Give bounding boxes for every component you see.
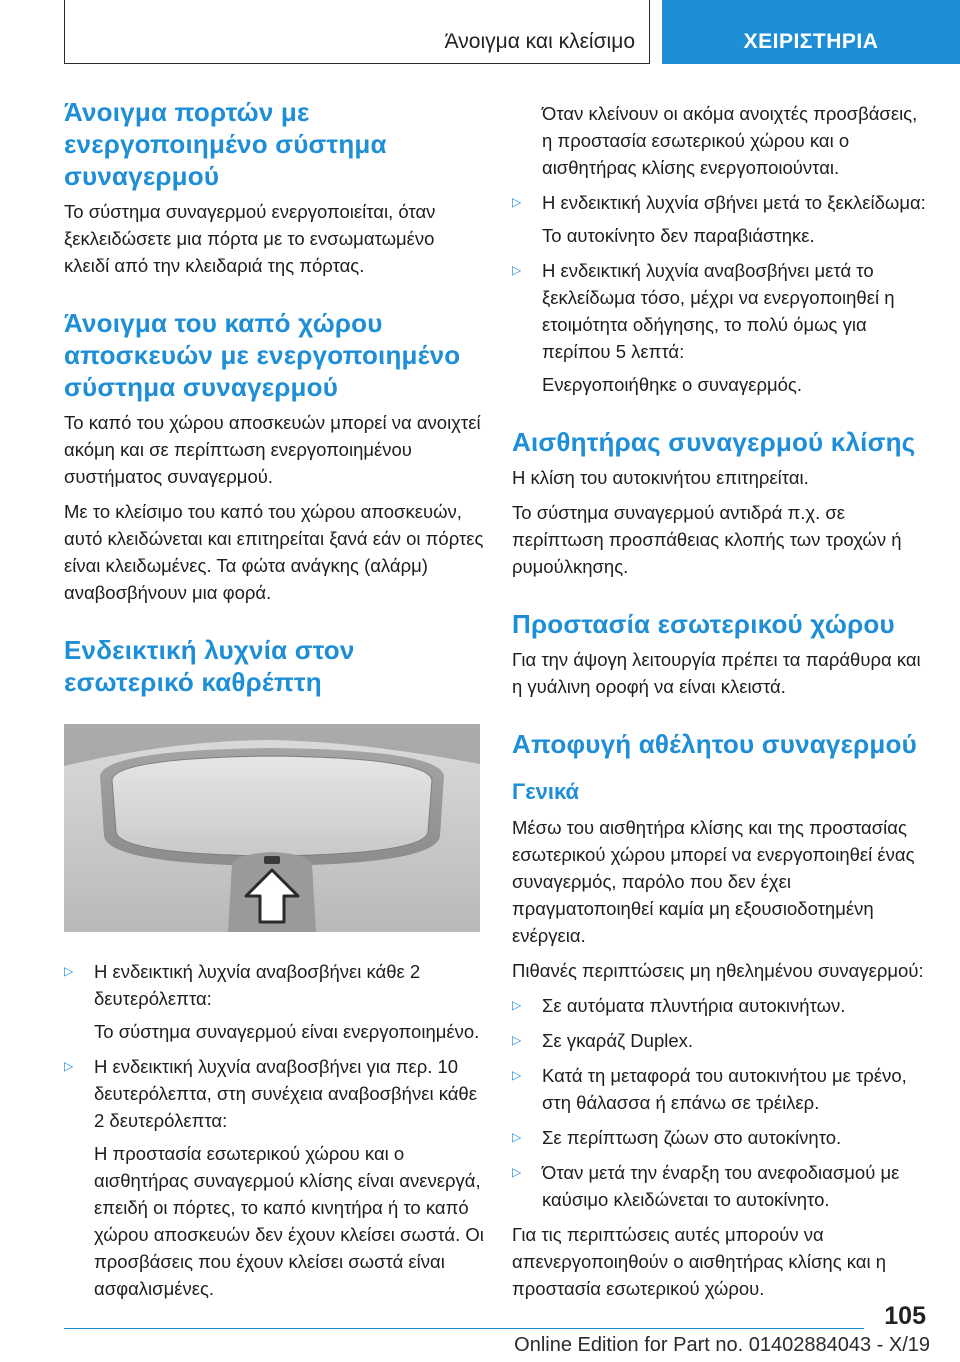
section-title-door-opening: Άνοιγμα πορτών με ενεργοποιημένο σύστημα συναγερμού (64, 97, 387, 191)
list-item-text: Η ενδεικτική λυχνία αναβοσβήνει μετά το ξεκλείδωμα τόσο, μέχρι να ενεργοποιηθεί η ετοιμότητα οδήγησης, το πολύ όμως για περίπου 5 λεπτά: (542, 260, 895, 362)
section-title-tilt-sensor: Αισθητήρας συναγερμού κλίσης (512, 427, 916, 457)
bullet-triangle-icon: ▷ (512, 1068, 522, 1082)
header-section-title: Άνοιγμα και κλείσιμο (444, 30, 635, 53)
list-item (512, 1027, 932, 1054)
section-title-trunk-opening: Άνοιγμα του καπό χώρου αποσκευών με ενεργοποιημένο σύστημα συναγερμού (64, 308, 461, 402)
header-tab-label: ΧΕΙΡΙΣΤΗΡΙΑ (743, 30, 879, 53)
section-title-interior-protection: Προστασία εσωτερικού χώρου (512, 609, 895, 639)
list-item (512, 1124, 932, 1151)
section-title-avoid-false-alarm: Αποφυγή αθέλητου συναγερμού (512, 729, 917, 759)
paragraph: Το καπό του χώρου αποσκευών μπορεί να ανοιχτεί ακόμη και σε περίπτωση ενεργοποιημένου συστήματος συναγερμού. (64, 412, 481, 487)
paragraph: Όταν κλείνουν οι ακόμα ανοιχτές προσβάσεις, η προστασία εσωτερικού χώρου και ο αισθητήρας κλίσης ενεργοποιούνται. (542, 103, 918, 178)
list-item (512, 257, 932, 398)
list-item-result: Το αυτοκίνητο δεν παραβιάστηκε. (542, 225, 815, 246)
list-item-text: Όταν μετά την έναρξη του ανεφοδιασμού με καύσιμο κλειδώνεται το αυτοκίνητο. (542, 1162, 900, 1210)
list-item-text: Η ενδεικτική λυχνία αναβοσβήνει για περ. 10 δευτερόλεπτα, στη συνέχεια αναβοσβήνει κάθε 2 δευτερόλεπτα: (94, 1056, 477, 1131)
list-item-text: Η ενδεικτική λυχνία σβήνει μετά το ξεκλείδωμα: (542, 192, 926, 213)
list-item-text: Σε περίπτωση ζώων στο αυτοκίνητο. (542, 1127, 842, 1148)
bullet-triangle-icon: ▷ (512, 1033, 522, 1047)
page-number: 105 (884, 1302, 926, 1330)
subsection-title-general: Γενικά (512, 779, 580, 804)
list-item-continuation (512, 100, 932, 181)
paragraph: Το σύστημα συναγερμού ενεργοποιείται, όταν ξεκλειδώσετε μια πόρτα με το ενσωματωμένο κλειδί από την κλειδαριά της πόρτας. (64, 201, 436, 276)
bullet-triangle-icon: ▷ (512, 263, 522, 277)
indicator-list-left (64, 958, 484, 1302)
paragraph: Για τις περιπτώσεις αυτές μπορούν να απενεργοποιηθούν ο αισθητήρας κλίσης και η προστασία εσωτερικού χώρου. (512, 1224, 887, 1299)
list-item-result: Η προστασία εσωτερικού χώρου και ο αισθητήρας συναγερμού κλίσης είναι ανενεργά, επειδή οι πόρτες, το καπό κινητήρα ή το καπό χώρου αποσκευών δεν έχουν κλείσει σωστά. Οι προσβάσεις που έχουν κλείσει σωστά είναι ασφαλισμένες. (94, 1143, 484, 1299)
indicator-list-right (512, 100, 932, 398)
paragraph: Με το κλείσιμο του καπό του χώρου αποσκευών, αυτό κλειδώνεται και επιτηρείται ξανά εάν οι πόρτες είναι κλειδωμένες. Τα φώτα ανάγκης (αλάρμ) αναβοσβήνουν μια φορά. (64, 501, 484, 603)
header-section-box (64, 0, 650, 64)
footer-divider (64, 1328, 864, 1329)
right-column (512, 100, 932, 1310)
list-item (64, 958, 484, 1045)
false-alarm-cases-list (512, 992, 932, 1213)
list-item (512, 1159, 932, 1213)
list-item (512, 189, 932, 249)
list-item-result: Το σύστημα συναγερμού είναι ενεργοποιημένο. (94, 1021, 480, 1042)
paragraph: Πιθανές περιπτώσεις μη ηθελημένου συναγερμού: (512, 960, 924, 981)
paragraph: Για την άψογη λειτουργία πρέπει τα παράθυρα και η γυάλινη οροφή να είναι κλειστά. (512, 649, 921, 697)
header-tab (662, 0, 960, 64)
paragraph: Το σύστημα συναγερμού αντιδρά π.χ. σε περίπτωση προσπάθειας κλοπής των τροχών ή ρυμούλκησης. (512, 502, 902, 577)
left-column (64, 96, 484, 1310)
paragraph: Η κλίση του αυτοκινήτου επιτηρείται. (512, 467, 809, 488)
section-title-mirror-indicator: Ενδεικτική λυχνία στον εσωτερικό καθρέπτη (64, 635, 355, 697)
bullet-triangle-icon: ▷ (512, 195, 522, 209)
bullet-triangle-icon: ▷ (64, 964, 74, 978)
bullet-triangle-icon: ▷ (512, 1165, 522, 1179)
list-item (64, 1053, 484, 1302)
list-item-text: Σε γκαράζ Duplex. (542, 1030, 694, 1051)
list-item-text: Σε αυτόματα πλυντήρια αυτοκινήτων. (542, 995, 846, 1016)
list-item-text: Η ενδεικτική λυχνία αναβοσβήνει κάθε 2 δευτερόλεπτα: (94, 961, 421, 1009)
bullet-triangle-icon: ▷ (512, 998, 522, 1012)
rearview-mirror-image (64, 724, 480, 932)
paragraph: Μέσω του αισθητήρα κλίσης και της προστασίας εσωτερικού χώρου μπορεί να ενεργοποιηθεί ένας συναγερμός, παρόλο που δεν έχει πραγματοποιηθεί καμία μη εξουσιοδοτημένη ενέργεια. (512, 817, 915, 946)
list-item (512, 1062, 932, 1116)
list-item-text: Κατά τη μεταφορά του αυτοκινήτου με τρένο, στη θάλασσα ή επάνω σε τρέιλερ. (542, 1065, 907, 1113)
bullet-triangle-icon: ▷ (512, 1130, 522, 1144)
list-item-result: Ενεργοποιήθηκε ο συναγερμός. (542, 374, 802, 395)
bullet-triangle-icon: ▷ (64, 1059, 74, 1073)
footer-edition: Online Edition for Part no. 01402884043 - X/19 (514, 1334, 930, 1356)
list-item (512, 992, 932, 1019)
